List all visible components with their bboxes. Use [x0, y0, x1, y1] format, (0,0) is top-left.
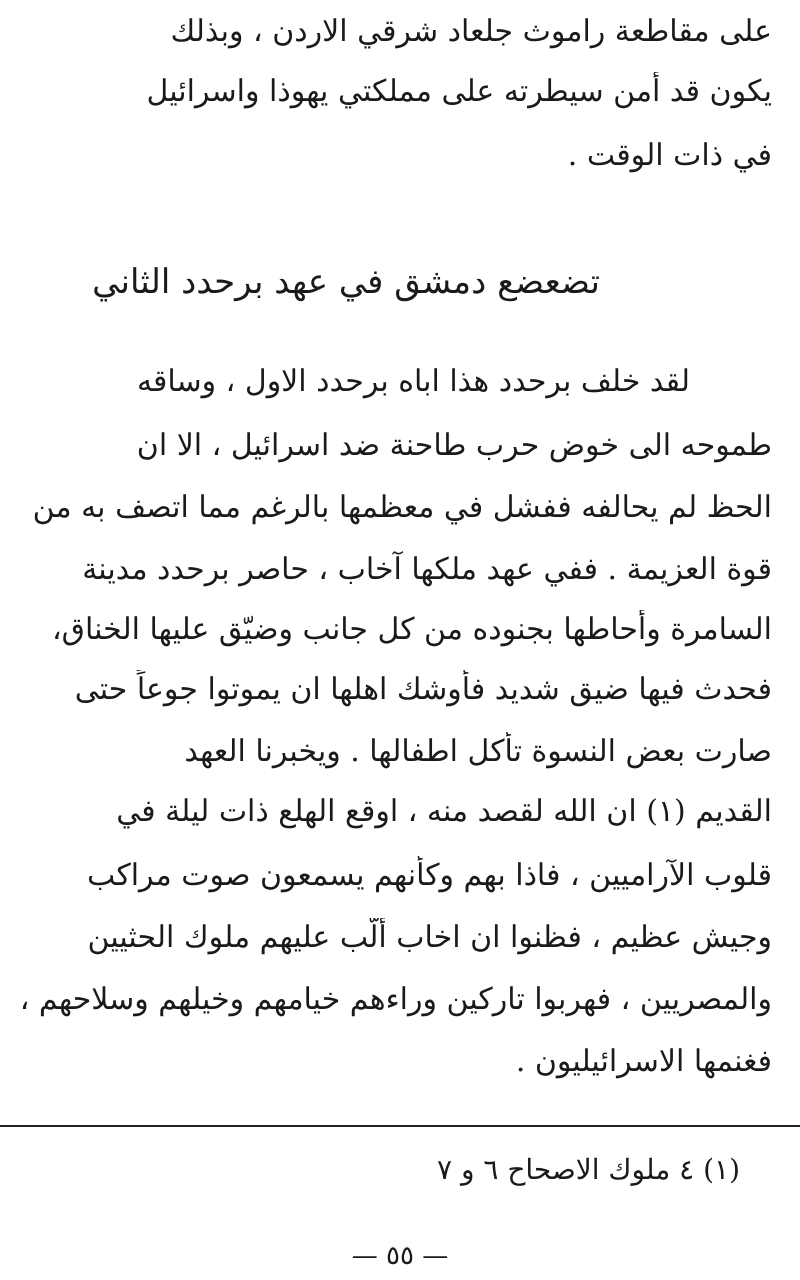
text-line: قلوب الآراميين ، فاذا بهم وكأنهم يسمعون صوت مراكب — [86, 858, 772, 893]
text-line: فحدث فيها ضيق شديد فأوشك اهلها ان يموتوا جوعاً حتى — [74, 672, 772, 707]
section-heading: تضعضع دمشق في عهد برحدد الثاني — [92, 262, 600, 302]
text-line: طموحه الى خوض حرب طاحنة ضد اسرائيل ، الا ان — [136, 428, 772, 463]
text-line: فغنمها الاسرائيليون . — [515, 1044, 772, 1079]
text-line: وجيش عظيم ، فظنوا ان اخاب ألّب عليهم ملوك الحثيين — [87, 920, 772, 955]
footnote-divider — [0, 1125, 800, 1127]
text-line: صارت بعض النسوة تأكل اطفالها . ويخبرنا العهد — [184, 734, 772, 769]
text-line: والمصريين ، فهربوا تاركين وراءهم خيامهم وخيلهم وسلاحهم ، — [19, 982, 772, 1017]
text-line: على مقاطعة راموث جلعاد شرقي الاردن ، وبذلك — [170, 14, 772, 49]
text-line: في ذات الوقت . — [567, 138, 772, 173]
page-number: — ٥٥ — — [351, 1241, 449, 1271]
text-line: القديم (١) ان الله لقصد منه ، اوقع الهلع ذات ليلة في — [116, 794, 772, 829]
text-line: يكون قد أمن سيطرته على مملكتي يهوذا واسرائيل — [146, 74, 772, 109]
text-line: الحظ لم يحالفه ففشل في معظمها بالرغم مما اتصف به من — [32, 490, 772, 525]
text-line: لقد خلف برحدد هذا اباه برحدد الاول ، وساقه — [136, 364, 690, 399]
footnote: (١) ٤ ملوك الاصحاح ٦ و ٧ — [437, 1153, 740, 1186]
text-line: السامرة وأحاطها بجنوده من كل جانب وضيّق عليها الخناق، — [52, 612, 772, 647]
text-line: قوة العزيمة . ففي عهد ملكها آخاب ، حاصر برحدد مدينة — [82, 552, 772, 587]
